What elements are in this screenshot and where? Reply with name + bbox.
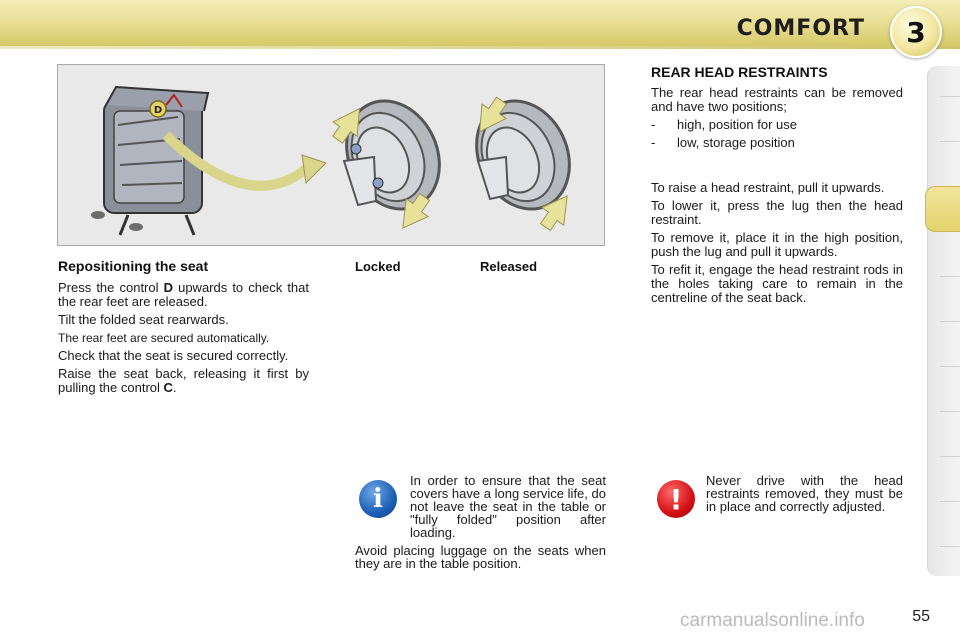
caption-released: Released [480,259,538,274]
header-divider [0,46,960,49]
control-d-ref: D [163,280,173,295]
reposition-step-5-start: Raise the seat back, releasing it first by pulling the control [58,366,309,395]
tab-divider [940,141,960,142]
reposition-step-3: The rear feet are secured automatically. [58,331,270,345]
reposition-step-5-end: . [172,380,177,395]
active-chapter-tab[interactable] [925,186,960,232]
rear-foot-left [91,211,105,219]
reposition-step-1 [58,281,309,309]
caption-locked: Locked [355,259,401,274]
lower-instruction: To lower it, press the lug then the head restraint. [651,198,903,227]
reposition-title: Repositioning the seat [58,258,209,274]
tab-divider [940,546,960,547]
section-title: COMFORT [736,16,865,41]
rear-head-restraints-text [651,86,903,309]
control-c-ref: C [163,380,173,395]
list-item [651,118,903,132]
reposition-step-1-start: Press the control [58,280,164,295]
warning-icon: ! [657,480,695,518]
tab-divider [940,321,960,322]
reposition-step-5 [58,367,309,395]
spacer [651,154,903,181]
info-paragraph-1: In order to ensure that the seat covers have a long service life, do not leave the seat in the table or "fully folded" position after loading. [410,473,606,540]
reposition-text [58,281,309,399]
released-mechanism [459,86,586,235]
info-paragraph-2: Avoid placing luggage on the seats when they are in the table position. [355,543,606,571]
position-low: low, storage position [677,135,795,150]
chapter-badge[interactable]: 3 [890,6,942,58]
tab-divider [940,366,960,367]
tab-divider [940,96,960,97]
rear-head-restraints-title: REAR HEAD RESTRAINTS [651,64,828,80]
remove-instruction: To remove it, place it in the high position, push the lug and pull it upwards. [651,230,903,259]
reposition-arrowhead [302,155,326,183]
tab-divider [940,456,960,457]
reposition-step-4: Check that the seat is secured correctly. [58,348,289,363]
reposition-step-2: Tilt the folded seat rearwards. [58,312,229,327]
raise-instruction: To raise a head restraint, pull it upwards. [651,180,885,195]
list-dash: - [651,135,656,150]
tab-divider [940,501,960,502]
control-d-label: D [153,105,163,116]
rear-foot-right [129,223,143,231]
rear-head-intro: The rear head restraints can be removed and have two positions; [651,85,903,114]
page-number: 55 [912,608,930,625]
reposition-step-1-end: upwards to check that the rear feet are released. [58,280,309,309]
refit-instruction: To refit it, engage the head restraint rods in the holes taking care to remain in the centreline of the seat back. [651,262,903,305]
list-dash: - [651,117,656,132]
info-icon: i [359,480,397,518]
tab-divider [940,411,960,412]
position-high: high, position for use [677,117,797,132]
watermark: carmanualsonline.info [680,610,865,631]
warning-note [655,473,903,516]
info-note [355,474,606,575]
chapter-tab-strip [927,66,960,576]
seat-illustration [57,64,605,246]
locked-mechanism [326,86,456,236]
seat-illustration-drawing [58,65,604,245]
warning-text: Never drive with the head restraints removed, they must be in place and correctly adjusted. [706,473,903,514]
tab-divider [940,276,960,277]
list-item [651,136,903,150]
